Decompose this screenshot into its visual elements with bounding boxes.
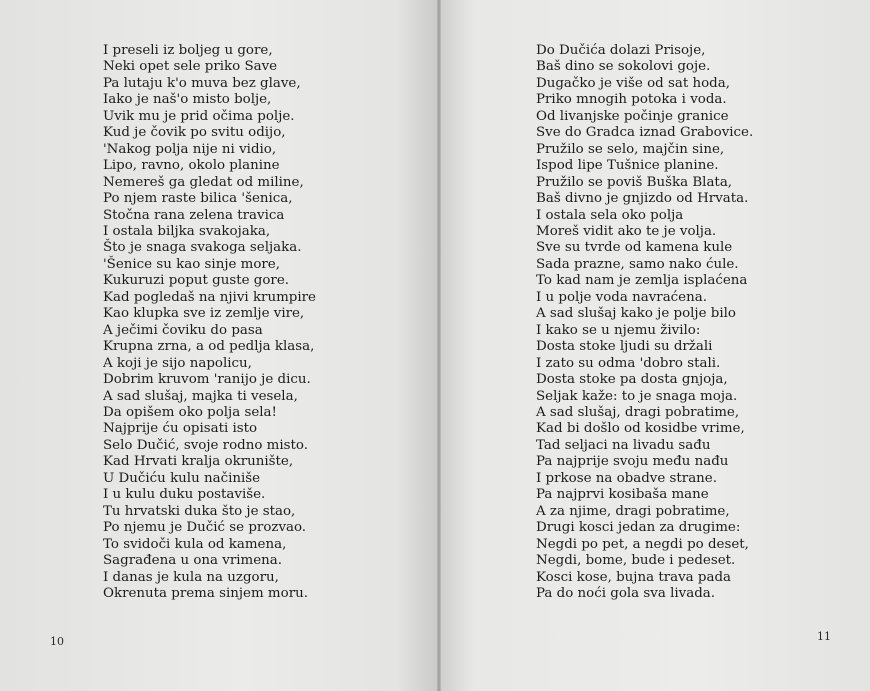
poem-line: Kukuruzi poput guste gore. bbox=[103, 273, 290, 289]
poem-line: Krupna zrna, a od pedlja klasa, bbox=[103, 339, 315, 355]
poem-line: U Dučiću kulu načiniše bbox=[103, 470, 261, 486]
poem-line: Pružilo se selo, majčin sine, bbox=[536, 141, 725, 157]
poem-line: Tu hrvatski duka što je stao, bbox=[103, 503, 296, 519]
poem-line: A ječimi čoviku do pasa bbox=[103, 322, 263, 338]
poem-line: A sad slušaj kako je polje bilo bbox=[536, 306, 736, 322]
poem-line: Drugi kosci jedan za drugime: bbox=[536, 520, 741, 536]
poem-line: Dobrim kruvom 'ranijo je dicu. bbox=[103, 372, 311, 388]
poem-line: Nemereš ga gledat od miline, bbox=[103, 174, 304, 190]
poem-line: Pa najprvi kosibaša mane bbox=[536, 487, 709, 503]
poem-line: Negdi po pet, a negdi po deset, bbox=[536, 536, 749, 552]
left-page-poem bbox=[103, 43, 316, 602]
poem-line: Seljak kaže: to je snaga moja. bbox=[536, 388, 738, 404]
poem-line: A sad slušaj, dragi pobratime, bbox=[536, 404, 740, 420]
poem-line: Priko mnogih potoka i voda. bbox=[536, 92, 727, 108]
left-page-number: 10 bbox=[50, 635, 64, 648]
poem-line: Pa najprije svoju među nađu bbox=[536, 454, 729, 470]
poem-line: I ostala biljka svakojaka, bbox=[103, 223, 271, 239]
poem-line: Sve do Gradca iznad Grabovice. bbox=[536, 125, 754, 141]
poem-line: Lipo, ravno, okolo planine bbox=[103, 158, 280, 174]
poem-line: Uvik mu je prid očima polje. bbox=[103, 108, 295, 124]
poem-line: Dosta stoke pa dosta gnjoja, bbox=[536, 372, 728, 388]
poem-line: Pružilo se poviš Buška Blata, bbox=[536, 174, 733, 190]
poem-line: I zato su odma 'dobro stali. bbox=[536, 355, 721, 371]
right-page-number: 11 bbox=[817, 630, 831, 643]
poem-line: Okrenuta prema sinjem moru. bbox=[103, 585, 308, 601]
poem-line: I u kulu duku postaviše. bbox=[103, 487, 266, 503]
poem-line: Kad Hrvati kralja okrunište, bbox=[103, 454, 294, 470]
poem-line: Baš dino se sokolovi goje. bbox=[536, 59, 711, 75]
poem-line: Tad seljaci na livadu sađu bbox=[536, 437, 711, 453]
poem-line: Po njem raste bilica 'šenica, bbox=[103, 191, 293, 207]
poem-line: Baš divno je gnjizdo od Hrvata. bbox=[536, 191, 749, 207]
poem-line: Dugačko je više od sat hoda, bbox=[536, 75, 730, 91]
poem-line: Do Dučića dolazi Prisoje, bbox=[536, 43, 706, 58]
poem-line: I danas je kula na uzgoru, bbox=[103, 569, 279, 585]
poem-line: Kud je čovik po svitu odijo, bbox=[103, 125, 286, 141]
poem-line: A koji je sijo napolicu, bbox=[103, 355, 252, 371]
poem-line: Sve su tvrde od kamena kule bbox=[536, 240, 733, 256]
poem-line: To kad nam je zemlja isplaćena bbox=[536, 273, 748, 289]
poem-line: Stočna rana zelena travica bbox=[103, 207, 285, 223]
poem-line: Pa lutaju k'o muva bez glave, bbox=[103, 75, 301, 91]
poem-line: Kosci kose, bujna trava pada bbox=[536, 569, 731, 585]
poem-line: Moreš vidit ako te je volja. bbox=[536, 223, 717, 239]
poem-line: To svidoči kula od kamena, bbox=[103, 536, 287, 552]
poem-line: Selo Dučić, svoje rodno misto. bbox=[103, 437, 308, 453]
poem-line: Ispod lipe Tušnice planine. bbox=[536, 158, 719, 174]
right-page-poem bbox=[536, 43, 753, 602]
poem-line: Sagrađena u ona vrimena. bbox=[103, 553, 283, 569]
poem-line: Da opišem oko polja sela! bbox=[103, 404, 277, 420]
poem-line: A za njime, dragi pobratime, bbox=[536, 503, 730, 519]
poem-line: Dosta stoke ljudi su držali bbox=[536, 339, 713, 355]
poem-line: Od livanjske počinje granice bbox=[536, 108, 729, 124]
poem-line: I kako se u njemu živilo: bbox=[536, 322, 701, 338]
poem-line: Najprije ću opisati isto bbox=[103, 421, 258, 437]
poem-line: Kao klupka sve iz zemlje vire, bbox=[103, 306, 305, 322]
poem-line: Sada prazne, samo nako ćule. bbox=[536, 256, 739, 272]
poem-line: Pa do noći gola sva livada. bbox=[536, 585, 716, 601]
poem-line: I ostala sela oko polja bbox=[536, 207, 684, 223]
poem-line: I prkose na obadve strane. bbox=[536, 470, 717, 486]
poem-line: Negdi, bome, bude i pedeset. bbox=[536, 553, 736, 569]
right-page bbox=[440, 0, 870, 691]
poem-line: 'Šenice su kao sinje more, bbox=[103, 256, 280, 272]
poem-line: Kad pogledaš na njivi krumpire bbox=[103, 289, 316, 305]
poem-line: 'Nakog polja nije ni vidio, bbox=[103, 141, 277, 157]
poem-line: Neki opet sele priko Save bbox=[103, 59, 278, 75]
poem-line: Što je snaga svakoga seljaka. bbox=[103, 240, 302, 256]
poem-line: I preseli iz boljeg u gore, bbox=[103, 43, 273, 58]
poem-line: I u polje voda navraćena. bbox=[536, 289, 707, 305]
poem-line: A sad slušaj, majka ti vesela, bbox=[103, 388, 298, 404]
poem-line: Iako je naš'o misto bolje, bbox=[103, 92, 272, 108]
book-gutter bbox=[437, 0, 441, 691]
poem-line: Po njemu je Dučić se prozvao. bbox=[103, 520, 307, 536]
poem-line: Kad bi došlo od kosidbe vrime, bbox=[536, 421, 745, 437]
